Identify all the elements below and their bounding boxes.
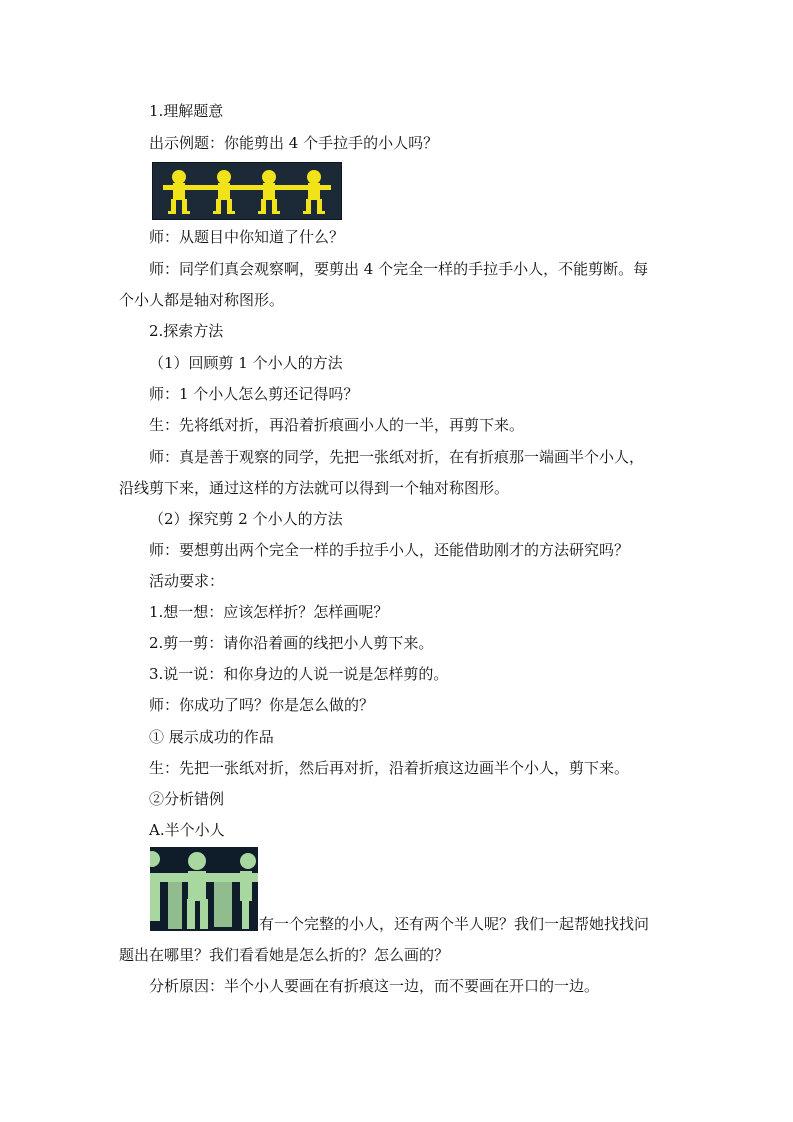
analysis-text-2: 题出在哪里？我们看看她是怎么折的？怎么画的？ [119,946,450,964]
requirement-2: 2.剪一剪：请你沿着画的线把小人剪下来。 [149,634,434,652]
teacher-summary-2: 沿线剪下来，通过这样的方法就可以得到一个轴对称图形。 [119,479,510,497]
teacher-question-3: 师：要想剪出两个完全一样的手拉手小人，还能借助刚才的方法研究吗？ [149,541,630,559]
teacher-question-4: 师：你成功了吗？你是怎么做的？ [149,696,375,714]
four-paper-people-image [152,162,342,220]
teacher-remark-1: 师：同学们真会观察啊，要剪出 4 个完全一样的手拉手小人，不能剪断。每 [149,260,649,278]
student-answer-1: 生：先将纸对折，再沿着折痕画小人的一半，再剪下来。 [149,416,525,434]
teacher-question-2: 师：1 个小人怎么剪还记得吗？ [149,385,359,403]
subheading-one-person: （1）回顾剪 1 个小人的方法 [149,354,343,372]
requirement-3: 3.说一说：和你身边的人说一说是怎样剪的。 [149,665,449,683]
analyze-errors-heading: ②分析错例 [149,790,225,808]
teacher-remark-2: 个小人都是轴对称图形。 [119,291,285,309]
subheading-two-people: （2）探究剪 2 个小人的方法 [149,510,343,528]
half-person-error-image [150,847,258,931]
analysis-text-1: 有一个完整的小人，还有两个半人呢？我们一起帮她找找问 [259,915,650,933]
section-heading-explore: 2.探索方法 [149,322,224,340]
show-success-heading: ① 展示成功的作品 [149,728,274,746]
cause-analysis: 分析原因：半个小人要画在有折痕这一边，而不要画在开口的一边。 [149,977,600,995]
teacher-question: 师：从题目中你知道了什么？ [149,228,345,246]
example-question: 出示例题：你能剪出 4 个手拉手的小人吗？ [149,134,439,152]
requirement-1: 1.想一想：应该怎样折？怎样画呢？ [149,603,389,621]
activity-requirements: 活动要求： [149,572,225,590]
student-answer-2: 生：先把一张纸对折，然后再对折，沿着折痕这边画半个小人，剪下来。 [149,759,630,777]
teacher-summary-1: 师：真是善于观察的同学，先把一张纸对折，在有折痕那一端画半个小人， [149,448,645,466]
section-heading-understand: 1.理解题意 [149,102,224,120]
half-person-heading: A.半个小人 [149,821,225,839]
